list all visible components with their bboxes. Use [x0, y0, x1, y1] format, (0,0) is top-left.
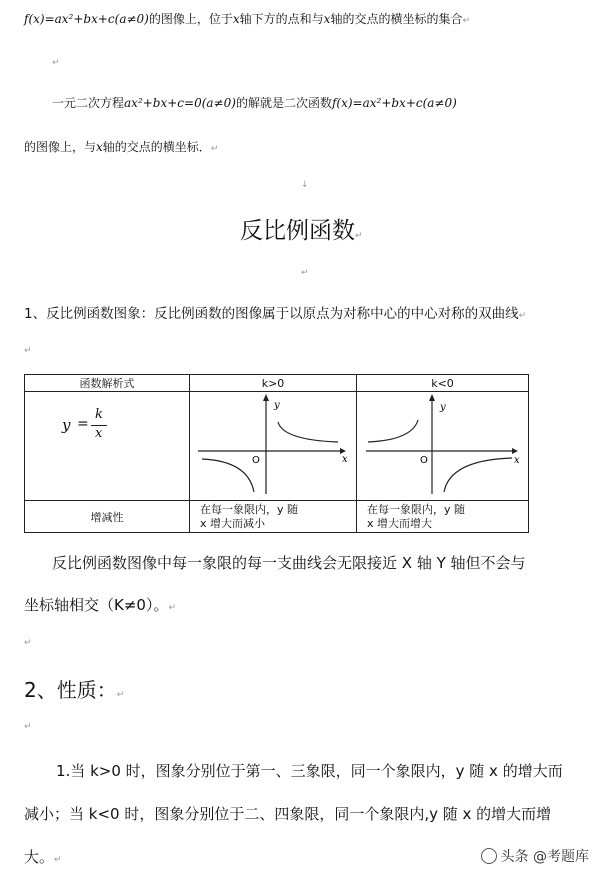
- paragraph-asymptote-cont: 坐标轴相交（K≠0）。↵: [24, 596, 176, 614]
- paragraph-asymptote: 反比例函数图像中每一象限的每一支曲线会无限接近 X 轴 Y 轴但不会与: [52, 554, 526, 572]
- graph-k-negative: [357, 392, 529, 501]
- section-1-heading: 1、反比例函数图象：反比例函数的图像属于以原点为对称中心的中心对称的双曲线↵: [24, 306, 527, 322]
- svg-text:x: x: [342, 454, 348, 465]
- formula-cell: y = k x: [25, 392, 190, 501]
- property-line-2: 减小；当 k<0 时，图象分别位于二、四象限，同一个象限内,y 随 x 的增大而增: [24, 805, 552, 823]
- paragraph-mark: ↵: [52, 58, 60, 68]
- svg-text:y: y: [274, 400, 280, 411]
- paragraph-mark: ↵: [24, 722, 32, 732]
- function-table: [24, 374, 529, 533]
- paragraph-mark: ↵: [301, 268, 309, 278]
- fraction-denominator: x: [95, 426, 103, 441]
- paragraph-mark: ↵: [24, 638, 32, 648]
- fraction-numerator: k: [95, 407, 103, 422]
- svg-text:y: y: [439, 402, 446, 413]
- paragraph-mark: ↵: [24, 346, 32, 356]
- quadratic-formula: f(x)=ax²+bx+c(a≠0): [331, 96, 457, 110]
- hyperbola-k-positive-graph: [190, 392, 356, 497]
- toutiao-logo-icon: [481, 848, 497, 864]
- k-positive-description: 在每一象限内，y 随 x 增大而减小: [190, 501, 357, 533]
- watermark: 头条 @考题库: [481, 846, 589, 866]
- hyperbola-k-negative-graph: [358, 392, 528, 497]
- text-line-3: 一元二次方程ax²+bx+c=0(a≠0)的解就是二次函数f(x)=ax²+bx+c(a≠0): [52, 96, 457, 110]
- property-line-3: 大。↵: [24, 848, 62, 866]
- quadratic-equation: ax²+bx+c=0(a≠0): [124, 96, 236, 110]
- text-line-4: 的图像上，与x轴的交点的横坐标．↵: [24, 140, 219, 154]
- header-k-negative: k<0: [357, 375, 529, 392]
- section-2-heading: 2、性质：↵: [24, 678, 125, 702]
- header-k-positive: k>0: [190, 375, 357, 392]
- graph-k-positive: [190, 392, 357, 501]
- row-label-monotonicity: 增减性: [25, 501, 190, 533]
- header-formula: 函数解析式: [25, 375, 190, 392]
- svg-text:x: x: [513, 455, 520, 466]
- property-line-1: 1.当 k>0 时，图象分别位于第一、三象限，同一个象限内，y 随 x 的增大而: [56, 762, 563, 780]
- quadratic-formula: f(x)=ax²+bx+c(a≠0): [24, 12, 149, 26]
- paragraph-mark: ↵: [462, 16, 471, 26]
- text-line-1: f(x)=ax²+bx+c(a≠0)的图像上，位于x轴下方的点和与x轴的交点的横坐标的集合↵: [24, 12, 471, 26]
- section-title: 反比例函数↵: [240, 218, 363, 244]
- svg-text:O: O: [252, 455, 260, 466]
- paragraph-mark: ↓: [301, 180, 309, 190]
- k-negative-description: 在每一象限内，y 随 x 增大而增大: [357, 501, 529, 533]
- svg-text:O: O: [419, 455, 428, 466]
